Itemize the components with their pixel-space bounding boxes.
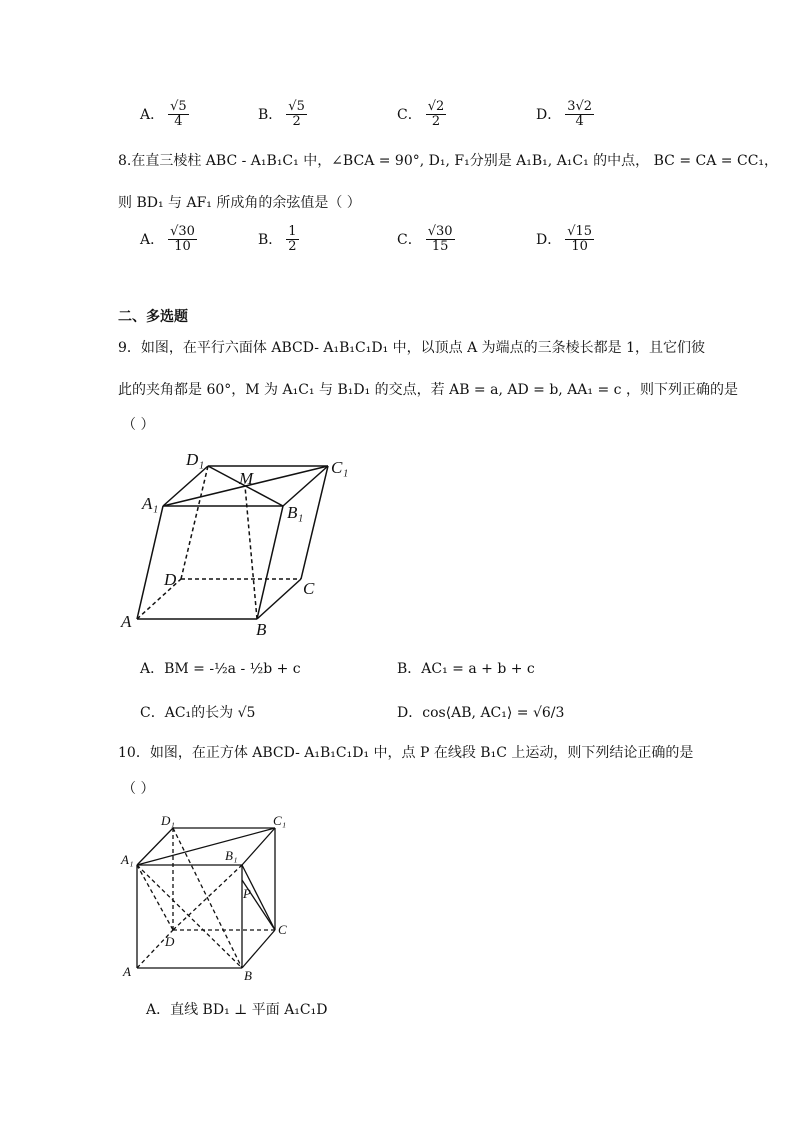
diag-A1C1 xyxy=(137,828,275,865)
option-label: D． xyxy=(536,232,562,249)
option-label: B． xyxy=(258,107,283,124)
label-B1: B₁ xyxy=(287,503,304,522)
q7-option-b[interactable] xyxy=(258,100,307,128)
edge-B1C1 xyxy=(242,828,275,865)
fraction: $\frac{√5}{4}$ xyxy=(170,99,187,129)
label-B: B xyxy=(244,968,252,983)
label-C: C xyxy=(278,922,287,937)
edge-BB1 xyxy=(257,506,283,619)
q8-option-d[interactable] xyxy=(536,225,594,253)
q10-stem-line2: （ ） xyxy=(122,781,155,797)
label-D: D xyxy=(164,570,177,589)
label-P: P xyxy=(243,886,251,901)
fraction: $\frac{√15}{10}$ xyxy=(567,224,593,254)
edge-A1D1 xyxy=(137,828,173,865)
label-C: C xyxy=(303,579,315,598)
label-B: B xyxy=(256,620,267,639)
q7-option-c[interactable] xyxy=(397,100,446,128)
edge-BC xyxy=(257,579,301,619)
label-B1: B₁ xyxy=(225,848,238,863)
q8-stem-line1: 8.在直三棱柱 ABC - A₁B₁C₁ 中，∠BCA = 90°, D₁, F₁分别是 A₁B₁, A₁C₁ 的中点， BC = CA = CC₁， xyxy=(118,153,779,169)
option-label: B． xyxy=(258,232,283,249)
q10-stem-line1: 10．如图，在正方体 ABCD- A₁B₁C₁D₁ 中，点 P 在线段 B₁C 上运动，则下列结论正确的是 xyxy=(118,745,694,761)
diag-A1D xyxy=(137,865,173,930)
label-C1: C₁ xyxy=(331,458,349,477)
q9-stem-line1: 9．如图，在平行六面体 ABCD- A₁B₁C₁D₁ 中，以顶点 A 为端点的三条棱长都是 1，且它们彼 xyxy=(118,340,705,356)
fraction: $\frac{3√2}{4}$ xyxy=(567,99,593,129)
fraction: $\frac{√30}{15}$ xyxy=(427,224,453,254)
option-label: A． xyxy=(140,107,165,124)
q7-option-d[interactable] xyxy=(536,100,594,128)
section-title: 二、多选题 xyxy=(118,309,188,325)
edge-BC xyxy=(242,930,275,968)
label-A: A xyxy=(121,612,132,631)
fraction: $\frac{1}{2}$ xyxy=(288,224,297,254)
option-label: D． xyxy=(536,107,562,124)
fraction: $\frac{√5}{2}$ xyxy=(288,99,305,129)
label-M: M xyxy=(239,469,254,488)
q9-option-a[interactable]: A．BM = -½a - ½b + c xyxy=(140,661,301,677)
label-D: D xyxy=(165,934,175,949)
q8-stem-line2: 则 BD₁ 与 AF₁ 所成角的余弦值是（ ） xyxy=(118,195,361,211)
q9-stem-line3: （ ） xyxy=(122,417,155,433)
label-C1: C₁ xyxy=(273,813,287,828)
option-label: C． xyxy=(397,107,422,124)
q8-option-a[interactable] xyxy=(140,225,197,253)
edge-AA1 xyxy=(137,506,163,619)
edge-DD1 xyxy=(181,466,208,579)
q8-option-c[interactable] xyxy=(397,225,455,253)
q9-option-b[interactable]: B．AC₁ = a + b + c xyxy=(397,661,535,677)
label-D1: D₁ xyxy=(186,450,205,469)
q9-option-d[interactable]: D．cos⟨AB, AC₁⟩ = √6/3 xyxy=(397,705,565,721)
label-D1: D₁ xyxy=(161,813,175,828)
option-label: C． xyxy=(397,232,422,249)
option-label: A． xyxy=(140,232,165,249)
q7-option-a[interactable] xyxy=(140,100,189,128)
label-A1: A₁ xyxy=(121,852,134,867)
fraction: $\frac{√2}{2}$ xyxy=(427,99,445,129)
q9-option-c[interactable]: C．AC₁的长为 √5 xyxy=(140,705,256,721)
q10-option-a[interactable]: A．直线 BD₁ ⊥ 平面 A₁C₁D xyxy=(146,1002,328,1018)
q9-stem-line2: 此的夹角都是 60°，M 为 A₁C₁ 与 B₁D₁ 的交点，若 AB = a, AD = b, AA₁ = c ，则下列正确的是 xyxy=(118,382,738,398)
label-A1: A₁ xyxy=(142,494,159,513)
q9-parallelepiped-figure xyxy=(110,445,370,645)
edge-CC1 xyxy=(301,466,328,579)
q8-option-b[interactable] xyxy=(258,225,299,253)
q10-cube-figure xyxy=(115,810,315,985)
fraction: $\frac{√30}{10}$ xyxy=(170,224,195,254)
label-A: A xyxy=(123,964,131,979)
